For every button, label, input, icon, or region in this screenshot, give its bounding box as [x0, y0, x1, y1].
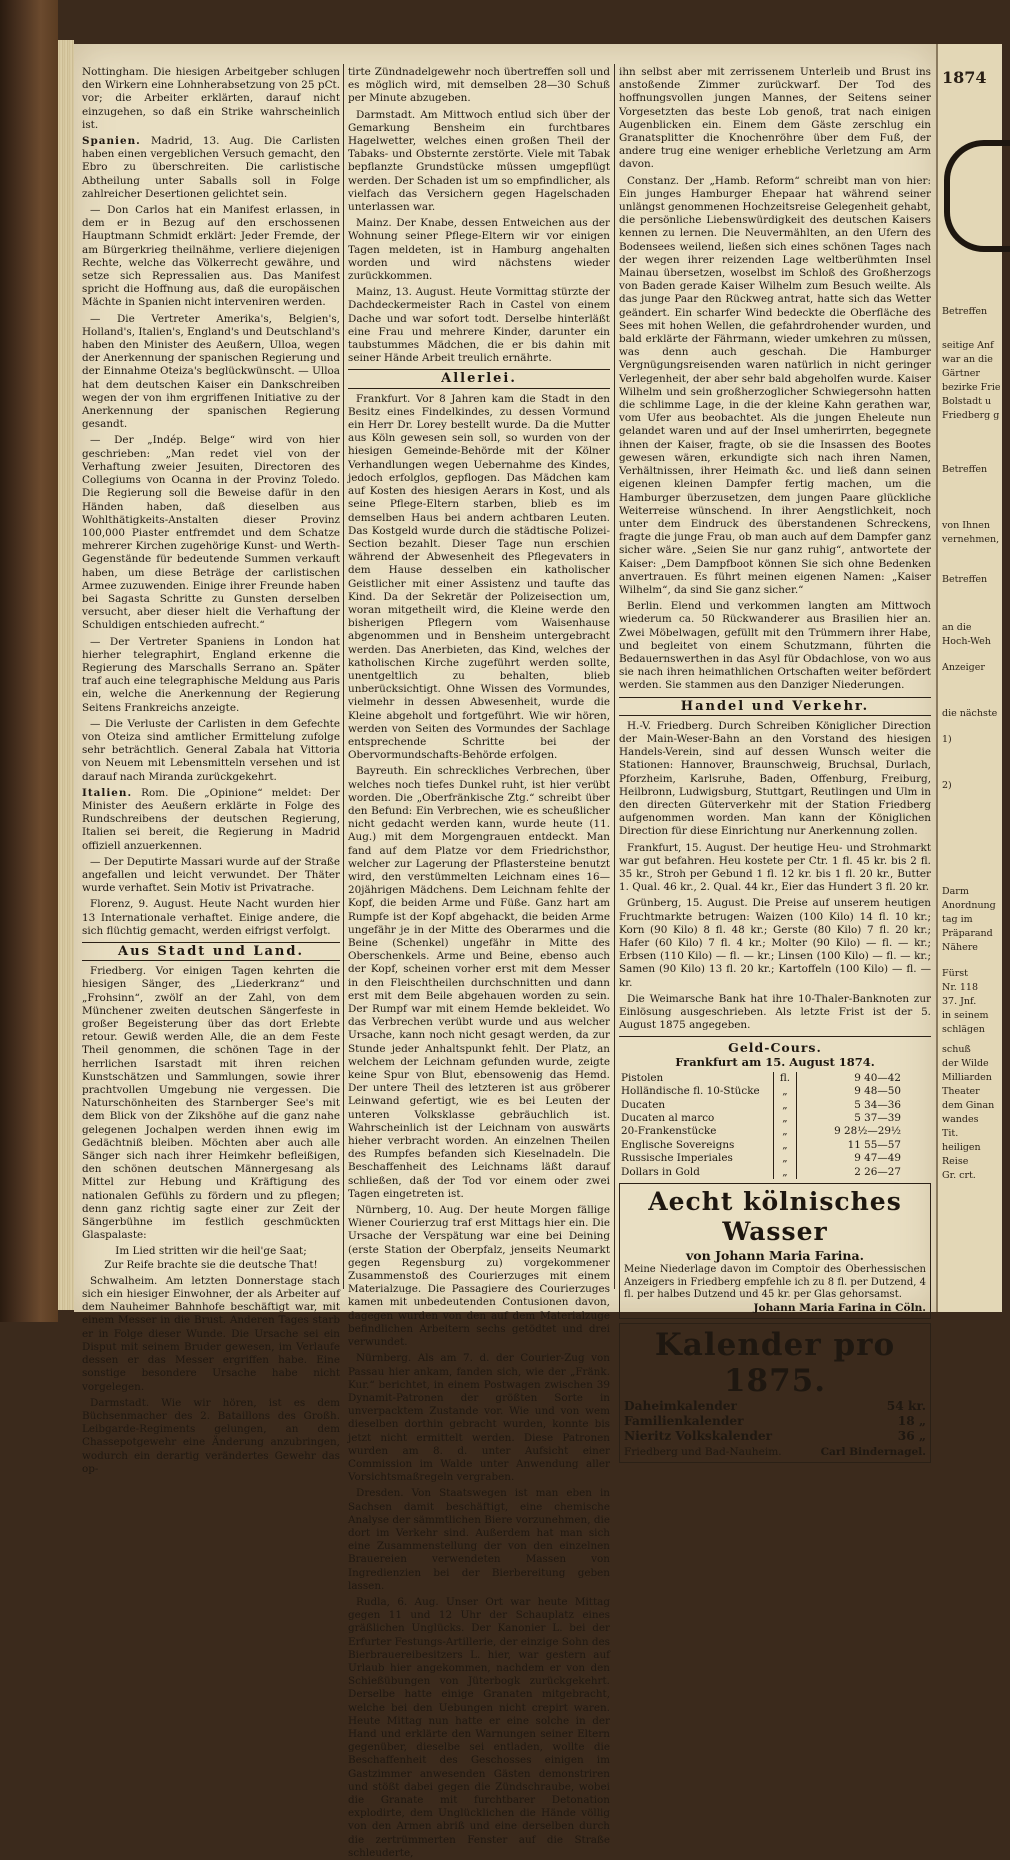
text-fragment: Anzeiger	[942, 662, 985, 673]
column-rule-1	[343, 64, 344, 1289]
table-row: Ducaten „ 5 34—36	[621, 1098, 901, 1111]
text-fragment: tag im	[942, 914, 973, 925]
text-fragment: schuß	[942, 1044, 971, 1055]
newspaper-page	[74, 44, 936, 1859]
text-fragment: in seinem	[942, 1010, 989, 1021]
text-fragment: Bolstadt u	[942, 396, 992, 407]
article-darmstadt-hagel: Darmstadt. Am Mittwoch entlud sich über der Gemarkung Bensheim ein furchtbares Hagelwetter, welches einen großen Theil der Tabaks- und Obsternte zerstörte. Viele mit Tabak bepflanzte Grundstücke müssen umgepflügt werden. Der Schaden ist um so empfindlicher, als vielfach das Versichern gegen Hagelschaden unterlassen war.	[348, 108, 610, 214]
geld-cours-table	[619, 1072, 931, 1179]
section-heading-allerlei: Allerlei.	[348, 369, 610, 388]
text-fragment: schlägen	[942, 1024, 985, 1035]
text-fragment: Nr. 118	[942, 982, 978, 993]
ad-maker: von Johann Maria Farina.	[686, 1248, 864, 1264]
text-fragment: Präparand	[942, 928, 993, 939]
text-fragment: die nächste	[942, 708, 998, 719]
text-fragment: vernehmen,	[942, 534, 1000, 545]
text-fragment: an die	[942, 622, 972, 633]
text-fragment: 37. Jnf.	[942, 996, 977, 1007]
verse-line-1: Im Lied stritten wir die heil'ge Saat;	[115, 1245, 307, 1258]
verse-line-2: Zur Reife brachte sie die deutsche That!	[104, 1258, 318, 1271]
text-fragment: Hoch-Weh	[942, 636, 991, 647]
table-row: 20-Frankenstücke „ 9 28½—29½	[621, 1125, 901, 1138]
ad-text: Meine Niederlage davon im Comptoir des Oberhessischen Anzeigers in Friedberg empfehle ich zu 8 fl. per Dutzend, 4 fl. per halbes Dutzend und 45 kr. per Glas gehorsamst.	[624, 1264, 926, 1301]
article-schwalheim: Schwalheim. Am letzten Donnerstage stach sich ein hiesiger Einwohner, der als Arbeiter auf dem Nauheimer Bahnhofe beschäftigt war, mit einem Messer in die Brust. Anderen Tages starb er in Folge dieser Wunde. Die Ursache sei ein Disput mit seinem Bruder gewesen, im Verlaufe dessen er das Messer ergriffen habe. Eine sonstige besondere Ursache habe nicht vorgelegen.	[82, 1274, 340, 1393]
text-fragment: Betreffen	[942, 306, 988, 317]
text-fragment: seitige Anf	[942, 340, 994, 351]
text-fragment: wandes	[942, 1114, 979, 1125]
article-handelsverein: H.-V. Friedberg. Durch Schreiben Königlicher Direction der Main-Weser-Bahn an den Vorstand des hiesigen Handels-Verein, sind auf dessen Wunsch weiter die Stationen: Hannover, Braunschweig, Bruchsal, Durlach, Pforzheim, Karlsruhe, Baden, Offenburg, Freiburg, Heilbronn, Ludwigsburg, Stuttgart, Reutlingen und Ulm in den directen Güterverkehr mit der Station Friedberg aufgenommen worden. Man kann der Königlichen Direction für diese Einrichtung nur Anerkennung zollen.	[619, 719, 931, 838]
column-1	[82, 66, 340, 1475]
text-fragment: Gr. crt.	[942, 1170, 976, 1181]
list-item: Daheimkalender 54 kr.	[624, 1398, 926, 1413]
article-independance-belge: — Der „Indép. Belge“ wird von hier geschrieben: „Man redet viel von der Verhaftung zweier Jesuiten, Directoren des Collegiums von Ocanna in der Provinz Toledo. Die Regierung soll die Beweise dafür in den Händen haben, daß dieselben aus Wohlthätigkeits-Anstalten dieser Provinz 100,000 Piaster entfremdet und dem Schatze mehrerer Kirchen zugehörige Kunst- und Werth-Gegenstände für bedeutende Summen verkauft haben, um diese Beträge der carlistischen Armee zuzuwenden. Einige ihrer Freunde haben bei Sagasta Schritte zu Gunsten derselben versucht, aber dieser hielt die Verhaftung der Schuldigen entschieden aufrecht.“	[82, 434, 340, 632]
section-head-spanien: Spanien.	[82, 135, 141, 148]
table-row: Russische Imperiales „ 9 47—49	[621, 1152, 901, 1165]
advertisement-kalender	[619, 1323, 931, 1463]
article-nuernberg-zug: Nürnberg, 10. Aug. Der heute Morgen fällige Wiener Courierzug traf erst Mittags hier ein. Die Ursache der Verspätung war eine bei Deining (erste Station der Oberpfalz, jenseits Neumarkt gegen Regensburg zu) vorgekommener Zusammenstoß des Courierzuges mit einem Materialzuge. Die Passagiere des Courierzuges kamen mit unbedeutenden Contusionen davon, dagegen wurden von den auf dem Materialzuge befindlichen Arbeitern sechs getödtet und drei verwundet.	[348, 1204, 610, 1349]
text-fragment: Tit.	[942, 1128, 959, 1139]
text-fragment: dem Ginan	[942, 1100, 995, 1111]
text-fragment: 2)	[942, 780, 952, 791]
text-fragment: Darm	[942, 886, 969, 897]
article-massari: — Der Deputirte Massari wurde auf der Straße angefallen und leicht verwundet. Der Thäter wurde verhaftet. Sein Motiv ist Privatrache.	[82, 855, 340, 895]
text-fragment: Friedberg g	[942, 410, 1000, 421]
column-rule-2	[614, 64, 615, 1289]
article-bayreuth: Bayreuth. Ein schreckliches Verbrechen, über welches noch tiefes Dunkel ruht, ist hier verübt worden. Die „Oberfränkische Ztg.“ schreibt über den Befund: Ein Verbrechen, wie es scheußlicher nicht gedacht werden kann, wurde heute (11. Aug.) mit dem Morgengrauen entdeckt. Man fand auf dem Platze vor dem Friedrichsthor, welcher zur Lagerung der Pflastersteine benutzt wird, den verstümmelten Leichnam eines 16—20jährigen Mädchens. Dem Leichnam fehlte der Kopf, die beiden Arme und Füße. Ganz hart am Rumpfe ist der Kopf abgehackt, die beiden Arme ungefähr je in der Mitte des Oberarmes und die Beine (Schenkel) ungefähr in Mitte des Oberschenkels. Arme und Beine, ebenso auch der Kopf, scheinen vorher erst mit dem Messer in den Fleischtheilen durchschnitten und dann erst mit dem Beile abgehauen worden zu sein. Der Rumpf war mit einem Hemde bekleidet. Wo das Verbrechen verübt wurde und aus welcher Ursache, kann noch nicht gesagt werden, da zur Stunde jeder Anhaltspunkt fehlt. Der Platz, an welchem der Leichnam gefunden wurde, zeigte keine Spur von Blut, ebensowenig das Hemd. Der untere Theil des letzteren ist aus gröberer Leinwand gefertigt, wie es bei Leuten der unteren Volksklasse gebräuchlich ist. Wahrscheinlich ist der Leichnam von auswärts hieher verbracht worden. An einzelnen Theilen des Rumpfes befanden sich Kieselnadeln. Die Beschaffenheit des Leichnams läßt darauf schließen, daß der Tod vor einem oder zwei Tagen eingetreten ist.	[348, 765, 610, 1200]
text-fragment: war an die	[942, 354, 993, 365]
article-gruenberg: Grünberg, 15. August. Die Preise auf unserem heutigen Fruchtmarkte betrugen: Waizen (100 Kilo) 14 fl. 10 kr.; Korn (90 Kilo) 8 fl. 48 kr.; Gerste (80 Kilo) 7 fl. 20 kr.; Hafer (60 Kilo) 7 fl. 4 kr.; Molter (90 Kilo) — fl. — kr.; Erbsen (110 Kilo) — fl. — kr.; Linsen (100 Kilo) — fl. — kr.; Samen (90 Kilo) 13 fl. 20 kr.; Kartoffeln (100 Kilo) — fl. — kr.	[619, 897, 931, 989]
text-fragment: Fürst	[942, 968, 968, 979]
article-madrid: Madrid, 13. Aug. Die Carlisten haben einen vergeblichen Versuch gemacht, den Ebro zu überschreiten. Die carlistische Abtheilung unter Saballs soll in Folge zahlreicher Desertionen gelichtet sein.	[82, 135, 340, 200]
text-fragment: der Wilde	[942, 1058, 989, 1069]
ad-title: Kalender pro 1875.	[654, 1326, 896, 1399]
article-london: — Der Vertreter Spaniens in London hat hierher telegraphirt, England erkenne die Regierung des Marschalls Serrano an. Später traf auch eine telegraphische Meldung aus Paris ein, welche die Anerkennung der Regierung Seitens Frankreichs anzeigte.	[82, 635, 340, 714]
list-item: Familienkalender 18 „	[624, 1413, 926, 1428]
text-fragment: Reise	[942, 1156, 969, 1167]
text-fragment: Betreffen	[942, 574, 988, 585]
article-nuernberg-dynamit: Nürnberg. Als am 7. d. der Courier-Zug von Passau hier ankam, fanden sich, wie der „Fränk. Kur.“ berichtet, in einem Postwagen zwischen 39 Dynamit-Patronen der größten Sorte in unverpacktem Zustande vor. Wie und von wem dieselben dorthin gebracht wurden, konnte bis jetzt nicht ermittelt werden. Diese Patronen wurden am 8. d. unter Aufsicht einer Commission im Walde unter Anwendung aller Vorsichtsmaßregeln vergraben.	[348, 1352, 610, 1484]
geld-cours-subtitle: Frankfurt am 15. August 1874.	[675, 1054, 875, 1069]
text-fragment: von Ihnen	[942, 520, 990, 531]
article-rudla-cont: ihn selbst aber mit zerrissenem Unterleib und Brust ins anstoßende Zimmer zurückwarf. Der Tod des hoffnungsvollen jungen Mannes, der Seitens seiner Vorgesetzten das beste Lob genoß, trat nach einigen Augenblicken ein. Einem dem Gäste zerschlug ein Granatsplitter die Knochenröhre über dem Fuß, der andere trug eine weniger erhebliche Verletzung am Arm davon.	[619, 66, 931, 171]
article-rudla: Rudla, 6. Aug. Unser Ort war heute Mittag gegen 11 und 12 Uhr der Schauplatz eines gräßlichen Unglücks. Der Kanonier L. bei der Erfurter Festungs-Artillerie, der einzige Sohn des Bierbrauereibesitzers L. hier, war gestern auf Urlaub hier angekommen, nachdem er von den Schießübungen von Jüterbogk zurückgekehrt. Derselbe hatte einige Granaten mitgebracht, welche bei den Uebungen nicht crepirt waren. Heute Mittag nun hatte er eine solche in der Hand und erklärte den Warnungen seiner Eltern gegenüber, dieselbe sei entladen, wollte die Beschaffenheit des Geschosses einigen im Gastzimmer anwesenden Gästen demonstriren und stößt dabei gegen die Zündschraube, wobei die Granate mit furchtbarer Detonation explodirte, dem Unglücklichen die Hände völlig von den Armen abriß und eine derselben durch die zertrümmerten Fenster auf die Straße schleuderte,	[348, 1595, 610, 1859]
article-berlin: Berlin. Elend und verkommen langten am Mittwoch wiederum ca. 50 Rückwanderer aus Brasilien hier an. Zwei Möbelwagen, gefüllt mit den Trümmern ihrer Habe, und begleitet von einem Schutzmann, führten die Bedauernswerthen in das Asyl für Obdachlose, von wo aus sie nach ihren heimathlichen Ortschaften weiter befördert werden. Sie stammen aus den Danziger Niederungen.	[619, 600, 931, 692]
section-head-italien: Italien.	[82, 786, 133, 799]
ad-title: Aecht kölnisches Wasser	[648, 1187, 902, 1247]
text-fragment: Milliarden	[942, 1072, 992, 1083]
list-item: Nieritz Volkskalender 36 „	[624, 1428, 926, 1443]
table-row: Ducaten al marco „ 5 37—39	[621, 1112, 901, 1125]
ad-footer: Friedberg und Bad-Nauheim. Carl Bindernagel.	[624, 1445, 926, 1458]
ad-signature: Johann Maria Farina in Cöln.	[753, 1301, 926, 1314]
text-fragment: 1874	[942, 68, 987, 87]
article-nottingham: Nottingham. Die hiesigen Arbeitgeber schlugen den Wirkern eine Lohnherabsetzung von 25 pCt. vor; die Arbeiter erklärten, darauf nicht einzugehen, so daß ein Strike wahrscheinlich ist.	[82, 66, 340, 131]
text-fragment: Betreffen	[942, 464, 988, 475]
page-edges	[58, 40, 74, 1310]
adjacent-page-edge	[936, 44, 1002, 1312]
column-2	[348, 66, 610, 1859]
large-initial-letter	[944, 140, 1010, 252]
section-heading-stadt-land: Aus Stadt und Land.	[82, 942, 340, 961]
article-dresden: Dresden. Von Staatswegen ist man eben in Sachsen damit beschäftigt, eine chemische Analyse der sämmtlichen Biere vorzunehmen, die dort im Verkehr sind. Außerdem hat man sich eine Zusammenstellung der von den einzelnen Brauereien verwendeten Massen von Ingredienzien bei der Bierbereitung geben lassen.	[348, 1487, 610, 1592]
divider	[619, 1036, 931, 1037]
section-heading-handel: Handel und Verkehr.	[619, 697, 931, 716]
article-friedberg-saenger: Friedberg. Vor einigen Tagen kehrten die hiesigen Sänger, des „Liederkranz“ und „Frohsinn“, zwölf an der Zahl, von dem Münchener zweiten deutschen Sängerfeste in großer Begeisterung über das dort Erlebte retour. Gewiß werden Alle, die an dem Feste Theil genommen, die schönen Tage in der herrlichen Isarstadt mit ihren reichen Kunstschätzen und Sammlungen, sowie ihrer prachtvollen Umgebung nie vergessen. Die Naturschönheiten des Starnberger See's mit dem Blick von der Zikshöhe auf die ganz nahe gelegenen Jochalpen werden ihnen ewig im Gedächtniß bleiben. Möchten aber auch alle Sänger sich nach ihrer Heimkehr befleißigen, den schönen deutschen Männergesang als Mittel zur Hebung und Kräftigung des nationalen Gefühls zu fördern und zu pflegen; denn ganz richtig sagte einer zur Zeit der Sängerbühne im festlich geschmückten Glaspalaste:	[82, 965, 340, 1242]
article-constanz: Constanz. Der „Hamb. Reform“ schreibt man von hier: Ein junges Hamburger Ehepaar hat während seiner unlängst genommenen Hochzeitsreise Gelegenheit gehabt, die persönliche Liebenswürdigkeit des deutschen Kaisers kennen zu lernen. Die Neuvermählten, an den Ufern des Bodensees weilend, ließen sich eines schönen Tages nach der wegen ihrer reizenden Lage weltberühmten Insel Mainau übersetzen, woselbst im Schloß des Großherzogs von Baden gerade Kaiser Wilhelm zum Besuch weilte. Als das junge Paar den Rückweg antrat, hatte sich das Wetter geändert. Ein scharfer Wind bedeckte die Oberfläche des Sees mit hohen Wellen, die gefahrdrohender wurden, und bald erklärte der Fährmann, wieder umkehren zu müssen, was denn auch geschah. Die Hamburger Vergnügungsreisenden waren natürlich in nicht geringer Verlegenheit, der aber sehr bald abgeholfen wurde. Kaiser Wilhelm und sein großherzoglicher Schwiegersohn hatten die schlimme Lage, in die der kleine Kahn gerathen war, vom Ufer aus beobachtet. Als die jungen Eheleute nun gelandet waren und auf der Insel umherirrten, begegnete ihnen der Kaiser, fragte, ob sie die Insassen des Bootes gewesen wären, erkundigte sich nach ihren Namen, Verhältnissen, ihrer Heimath &c. und ließ dann seinen eigenen kleinen Dampfer fertig machen, um die Hamburger überzusetzen, dem jungen Paare glückliche Weiterreise wünschend. In ihrer Aengstlichkeit, noch unter dem Eindruck des überstandenen Schreckens, fragte die junge Frau, ob man auch auf dem Dampfer ganz sicher wäre. „Seien Sie nur ganz ruhig“, antwortete der Kaiser: „Dem Dampfboot können Sie sich ohne Bedenken anvertrauen. Es führt meinen eigenen Namen: „Kaiser Wilhelm“, da sind Sie ganz sicher.“	[619, 174, 931, 596]
article-vertreter: — Die Vertreter Amerika's, Belgien's, Holland's, Italien's, England's und Deutschland's haben den Minister des Aeußern, Ulloa, wegen der Anerkennung der spanischen Regierung und der Einnahme Oteiza's beglückwünscht. — Ulloa hat dem deutschen Kaiser ein Dankschreiben wegen der von ihm ergriffenen Initiative zu der Anerkennung der spanischen Regierung gesandt.	[82, 312, 340, 431]
advertisement-koelnisch-wasser	[619, 1183, 931, 1319]
table-row: Pistolen fl. 9 40—42	[621, 1071, 901, 1084]
article-frankfurt-findelkind: Frankfurt. Vor 8 Jahren kam die Stadt in den Besitz eines Findelkindes, zu dessen Vormund ein Herr Dr. Lorey bestellt wurde. Da die Mutter aus Köln gewesen sein soll, so wurden von der hiesigen Gemeinde-Behörde mit der Kölner Verhandlungen wegen Uebernahme des Kindes, jedoch erfolglos, gepflogen. Das Mädchen kam auf Kosten des hiesigen Aerars in Kost, und als seine Pflege-Eltern starben, blieb es im demselben Haus bei andern achtbaren Leuten. Das Kostgeld wurde durch die städtische Polizei-Section bezahlt. Dieser Tage nun erschien während der Abwesenheit des Pflegevaters in dem Hause desselben ein katholischer Geistlicher mit einer Assistenz und taufte das Kind. Da der Sekretär der Polizeisection um, woran mitgetheilt wird, die Kleine werde den bisherigen Pflegern vom Waisenhause abgenommen und in Bensheim untergebracht werden. Das Anerbieten, das Kind, welches der katholischen Kirche zugeführt werden sollte, unentgeltlich zu behalten, blieb unberücksichtigt. Ohne Wissen des Vormundes, vielmehr in dessen Abwesenheit, wurde die Kleine abgeholt und fortgeführt. Wie wir hören, werden von Seiten des Vormundes der Sachlage entsprechende Schritte bei der Obervormundschafts-Behörde erfolgen.	[348, 392, 610, 762]
table-row: Holländische fl. 10-Stücke „ 9 48—50	[621, 1085, 901, 1098]
article-darmstadt-gewehr: Darmstadt. Wie wir hören, ist es dem Büchsenmacher des 2. Bataillons des Großh. Leibgarde-Regiments gelungen, an dem Chassepotgewehr eine Änderung anzubringen, wodurch ein derartig verändertes Gewehr das op-	[82, 1396, 340, 1475]
text-fragment: heiligen	[942, 1142, 981, 1153]
text-fragment: Nähere	[942, 942, 978, 953]
article-weimar-bank: Die Weimarsche Bank hat ihre 10-Thaler-Banknoten zur Einlösung ausgeschrieben. Als letzte Frist ist der 5. August 1875 angegeben.	[619, 992, 931, 1032]
text-fragment: bezirke Frie	[942, 382, 1001, 393]
article-oteiza: — Die Verluste der Carlisten in dem Gefechte von Oteiza sind amtlicher Ermittelung zufolge sehr beträchtlich. General Zabala hat Vittoria von Neuem mit Lebensmitteln versehen und ist darauf nach Miranda zurückgekehrt.	[82, 717, 340, 783]
article-zuendnadel: tirte Zündnadelgewehr noch übertreffen soll und es möglich wird, mit demselben 28—30 Schuß per Minute abzugeben.	[348, 66, 610, 105]
text-fragment: Gärtner	[942, 368, 980, 379]
article-rom: Rom. Die „Opinione“ meldet: Der Minister des Aeußern erklärte in Folge des Rundschreibens der deutschen Regierung, Italien sei bereit, die Regierung in Madrid offiziell anzuerkennen.	[82, 786, 340, 852]
text-fragment: 1)	[942, 734, 952, 745]
column-3	[619, 66, 931, 1458]
table-row: Englische Sovereigns „ 11 55—57	[621, 1138, 901, 1151]
text-fragment: Anordnung	[942, 900, 996, 911]
article-mainz-knabe: Mainz. Der Knabe, dessen Entweichen aus der Wohnung seiner Pflege-Eltern wir vor einigen Tagen meldeten, ist in Hamburg angehalten worden und wird nächstens wieder zurückkommen.	[348, 217, 610, 283]
article-don-carlos: — Don Carlos hat ein Manifest erlassen, in dem er in Bezug auf den erschossenen Hauptmann Schmidt erklärt: Jeder Fremde, der am Bürgerkrieg theilnähme, verliere diejenigen Rechte, welche das Völkerrecht gewähre, und setze sich Repressalien aus. Das Manifest spricht die Hoffnung aus, daß die europäischen Mächte in Spanien nicht interveniren werden.	[82, 204, 340, 309]
article-florenz: Florenz, 9. August. Heute Nacht wurden hier 13 Internationale verhaftet. Einige andere, die sich flüchtig gemacht, werden eifrigst verfolgt.	[82, 898, 340, 937]
article-frankfurt-markt: Frankfurt, 15. August. Der heutige Heu- und Strohmarkt war gut befahren. Heu kostete per Ctr. 1 fl. 45 kr. bis 2 fl. 35 kr., Stroh per Gebund 1 fl. 12 kr. bis 1 fl. 20 kr., Butter 1. Qual. 46 kr., 2. Qual. 44 kr., Eier das Hundert 3 fl. 20 kr.	[619, 841, 931, 894]
text-fragment: Theater	[942, 1086, 980, 1097]
article-mainz-dachdecker: Mainz, 13. August. Heute Vormittag stürzte der Dachdeckermeister Rach in Castel von einem Dache und war sofort todt. Derselbe hinterläßt eine Frau und mehrere Kinder, darunter ein taubstummes Mädchen, die er bis dahin mit seiner Hände Arbeit treulich ernährte.	[348, 286, 610, 365]
table-row: Dollars in Gold „ 2 26—27	[621, 1165, 901, 1178]
book-spine	[0, 0, 58, 1322]
geld-cours-title: Geld-Cours.	[728, 1040, 822, 1056]
